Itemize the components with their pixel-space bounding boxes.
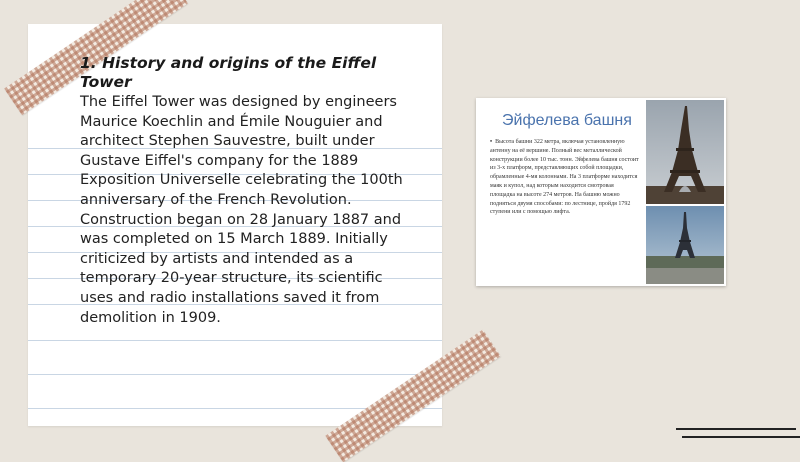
inset-card-text — [490, 138, 640, 217]
decorative-lines — [680, 424, 800, 444]
inset-slide-card — [476, 98, 726, 286]
inset-card-paragraph: Высота башни 322 метра, включая установленную антенну на её вершине. Полный вес металлической конструкции более 10 тыс. тонн. Эйфелева башня состоит из 3-х платформ, представляющих собой площадки, обрамленные 4-мя колоннами. На 3 платформе находится маяк и купол, над которым находится смотровая площадка на высоте 274 метров. На башню можно подняться двумя способами: по лестнице, пройдя 1792 ступени или с помощью лифта. — [490, 139, 639, 216]
decorative-line — [682, 436, 800, 438]
eiffel-tower-photo-top — [646, 100, 724, 204]
bullet: • — [490, 139, 493, 145]
inset-card-title: Эйфелева башня — [502, 112, 632, 129]
slide-heading: 1. History and origins of the Eiffel Tower — [80, 54, 377, 91]
decorative-line — [676, 428, 796, 430]
paper-rule — [28, 374, 442, 375]
slide-body-text: The Eiffel Tower was designed by engineers Maurice Koechlin and Émile Nouguier and architect Stephen Sauvestre, built under Gustave Eiffel's company for the 1889 Exposition Universelle celebrating the 100th anniversary of the French Revolution. Construction began on 28 January 1887 and was completed on 15 March 1889. Initially criticized by artists and intended as a temporary 20-year structure, its scientific uses and radio installations saved it from demolition in 1909. — [80, 94, 403, 326]
paper-rule — [28, 340, 442, 341]
eiffel-tower-photo-bottom — [646, 206, 724, 284]
